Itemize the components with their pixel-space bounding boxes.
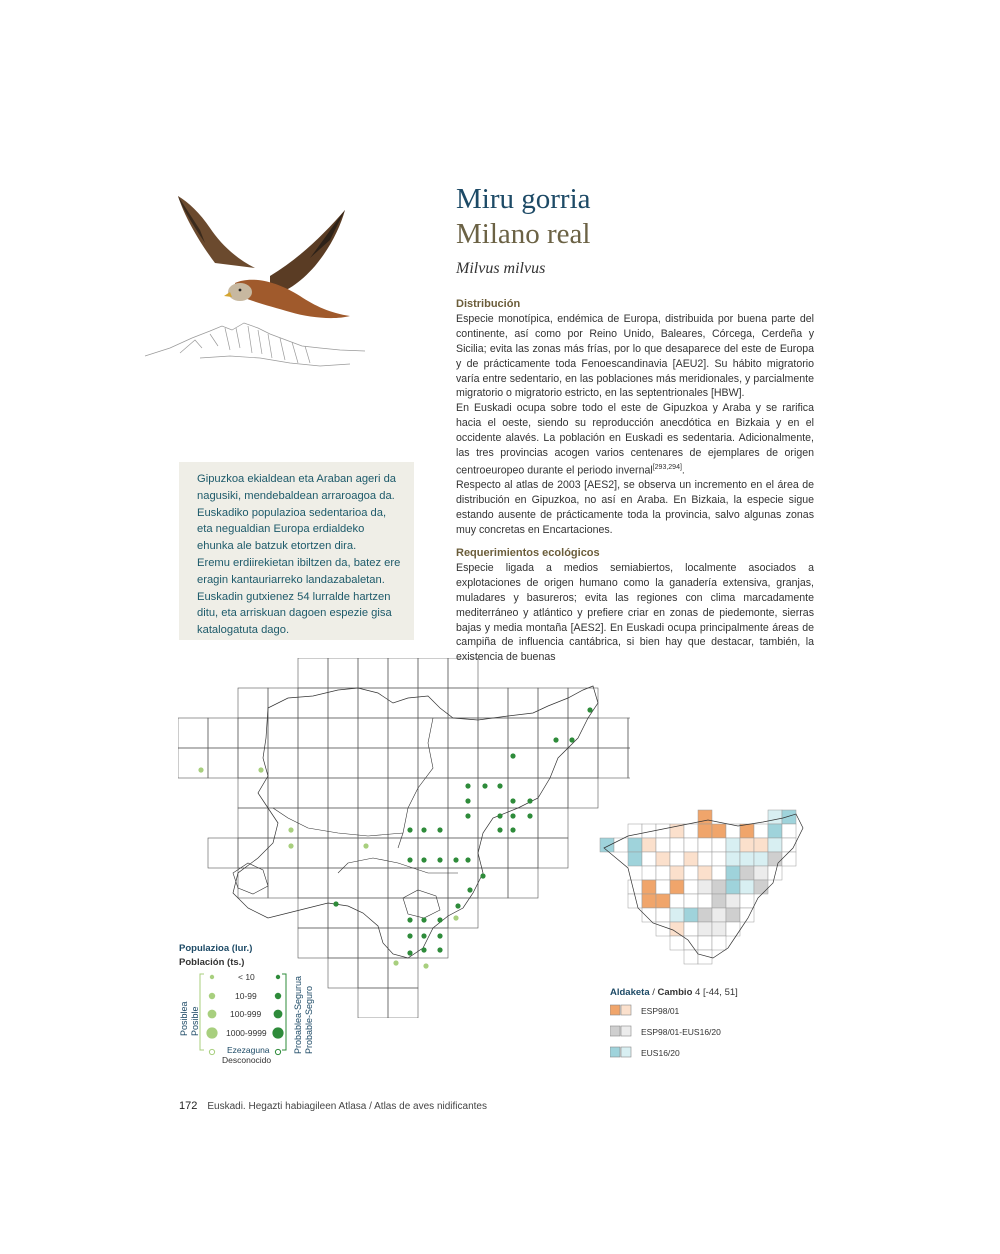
legend-dot-possible-3 bbox=[208, 1010, 217, 1019]
grid-cell bbox=[208, 748, 238, 778]
change-cell bbox=[698, 880, 712, 894]
grid-cell bbox=[358, 838, 388, 868]
grid-cell bbox=[598, 718, 628, 748]
change-cell bbox=[740, 824, 754, 838]
grid-cell bbox=[328, 748, 358, 778]
change-cell bbox=[768, 810, 782, 824]
change-cell bbox=[656, 824, 670, 838]
grid-cell bbox=[508, 688, 538, 718]
title-spanish: Milano real bbox=[456, 218, 591, 250]
probable-dot bbox=[497, 783, 502, 788]
grid-cell bbox=[238, 778, 268, 808]
grid-cell bbox=[568, 688, 598, 718]
grid-cell bbox=[298, 868, 328, 898]
grid-cell bbox=[298, 778, 328, 808]
legend-class-4: 1000-9999 bbox=[226, 1028, 267, 1038]
summary-line: Gipuzkoa ekialdean eta Araban ageri da bbox=[197, 473, 397, 485]
grid-cell bbox=[388, 868, 418, 898]
legend-dot-possible-1 bbox=[210, 975, 214, 979]
grid-cell bbox=[358, 958, 388, 988]
change-cell bbox=[740, 866, 754, 880]
probable-dot bbox=[527, 798, 532, 803]
change-cell bbox=[656, 866, 670, 880]
grid-cell bbox=[238, 808, 268, 838]
probable-dot bbox=[421, 933, 426, 938]
change-cell bbox=[670, 894, 684, 908]
change-map-key bbox=[610, 1004, 636, 1060]
grid-cell bbox=[268, 778, 298, 808]
change-cell bbox=[754, 852, 768, 866]
probable-dot bbox=[569, 737, 574, 742]
change-cell bbox=[670, 866, 684, 880]
key-blue-right bbox=[621, 1047, 631, 1057]
change-cell bbox=[768, 866, 782, 880]
change-cell bbox=[698, 908, 712, 922]
change-cell bbox=[712, 936, 726, 950]
legend-class-2: 10-99 bbox=[235, 991, 257, 1001]
scientific-name: Milvus milvus bbox=[456, 260, 546, 277]
legend-dot-probable-3 bbox=[274, 1010, 283, 1019]
paragraph: Especie ligada a medios semiabiertos, localmente asociados a explotaciones de origen humano como la ganadería extensiva, granjas, muladares y basureros; evita las regiones con clima marcadamente mediterráneo y atlántico y prefiere criar en zonas de piedemonte, sierras bajas y media montaña [AES2]. En Euskadi ocupa principalmente áreas de campiña de influencia cantábrica, si bien hay que destacar, también, la existencia de buenas bbox=[456, 561, 814, 664]
grid-cell bbox=[448, 658, 478, 688]
key-gray-right bbox=[621, 1026, 631, 1036]
change-cell bbox=[670, 880, 684, 894]
change-cell bbox=[726, 838, 740, 852]
grid-cell bbox=[388, 958, 418, 988]
grid-cell bbox=[418, 838, 448, 868]
possible-dot bbox=[288, 827, 293, 832]
probable-dot bbox=[407, 857, 412, 862]
grid-cell bbox=[538, 718, 568, 748]
change-cell bbox=[698, 936, 712, 950]
change-cell bbox=[642, 880, 656, 894]
legend-subtitle: Población (ts.) bbox=[179, 957, 245, 968]
legend-unknown-eu: Ezezaguna bbox=[227, 1045, 270, 1055]
grid-cell bbox=[358, 748, 388, 778]
grid-cell bbox=[388, 898, 418, 928]
grid-cell bbox=[358, 688, 388, 718]
change-cell bbox=[642, 852, 656, 866]
change-cell bbox=[614, 838, 628, 852]
change-cell bbox=[782, 810, 796, 824]
grid-cell bbox=[358, 778, 388, 808]
legend-dot-probable-1 bbox=[276, 975, 280, 979]
grid-cell bbox=[448, 838, 478, 868]
probable-dot bbox=[437, 917, 442, 922]
change-cell bbox=[656, 908, 670, 922]
change-cell bbox=[684, 908, 698, 922]
change-cell bbox=[670, 908, 684, 922]
change-cell bbox=[684, 866, 698, 880]
legend-class-1: < 10 bbox=[238, 972, 255, 982]
change-cell bbox=[754, 866, 768, 880]
grid-cell bbox=[358, 718, 388, 748]
change-cell bbox=[712, 880, 726, 894]
grid-cell bbox=[628, 718, 630, 748]
grid-cell bbox=[388, 988, 418, 1018]
grid-cell bbox=[208, 838, 238, 868]
distribution-map bbox=[178, 658, 630, 1018]
change-cell bbox=[684, 894, 698, 908]
grid-cell bbox=[448, 868, 478, 898]
summary-line: ditu, eta arriskuan dagoen espezie gisa bbox=[197, 607, 392, 620]
change-cell bbox=[740, 880, 754, 894]
section-heading-requirements: Requerimientos ecológicos bbox=[456, 547, 600, 560]
grid-cell bbox=[268, 748, 298, 778]
possible-dot bbox=[363, 843, 368, 848]
grid-cell bbox=[268, 868, 298, 898]
change-cell bbox=[768, 838, 782, 852]
change-cell bbox=[698, 894, 712, 908]
grid-cell bbox=[358, 928, 388, 958]
probable-dot bbox=[465, 857, 470, 862]
grid-cell bbox=[448, 688, 478, 718]
change-key-label-2: ESP98/01-EUS16/20 bbox=[641, 1027, 721, 1037]
probable-dot bbox=[465, 813, 470, 818]
change-cell bbox=[782, 824, 796, 838]
change-cell bbox=[642, 866, 656, 880]
probable-dot bbox=[467, 887, 472, 892]
change-cell bbox=[670, 838, 684, 852]
probable-dot bbox=[437, 857, 442, 862]
grid-cell bbox=[418, 658, 448, 688]
possible-dot bbox=[423, 963, 428, 968]
change-cell bbox=[656, 922, 670, 936]
possible-dot bbox=[258, 767, 263, 772]
key-orange-left bbox=[610, 1005, 620, 1015]
change-cell bbox=[670, 922, 684, 936]
summary-line: ehunka ale batzuk etortzen dira. bbox=[197, 540, 357, 553]
change-map-title: Aldaketa / Cambio 4 [-44, 51] bbox=[610, 987, 738, 998]
summary-line: Euskadin gutxienez 54 lurralde hartzen bbox=[197, 590, 391, 603]
possible-dot bbox=[453, 915, 458, 920]
grid-cell bbox=[388, 838, 418, 868]
legend-probable-label: Probablea-Segurua Probable-Seguro bbox=[293, 975, 314, 1054]
key-blue-left bbox=[610, 1047, 620, 1057]
grid-cell bbox=[328, 898, 358, 928]
legend-dot-probable-4 bbox=[272, 1027, 283, 1038]
change-cell bbox=[712, 852, 726, 866]
grid-cell bbox=[328, 868, 358, 898]
probable-dot bbox=[497, 813, 502, 818]
summary-line: katalogatuta dago. bbox=[197, 624, 290, 637]
paragraph: Especie monotípica, endémica de Europa, distribuida por buena parte del continente, así como por Reino Unido, Baleares, Córcega, Cerdeña y Sicilia; evita las zonas más frías, por lo que desaparece del este de Europa y de prácticamente toda Fenoescandinavia [AEU2]. Su hábito migratorio varía entre sedentario, en las poblaciones más meridionales, y parcialmente migratorio o migratorio estricto, en las septentrionales [HBW]. bbox=[456, 312, 814, 400]
change-cell bbox=[698, 838, 712, 852]
probable-dot bbox=[421, 827, 426, 832]
grid-cell bbox=[418, 808, 448, 838]
change-cell bbox=[740, 838, 754, 852]
legend-possible-label: Posiblea Posible bbox=[179, 1001, 200, 1036]
grid-cell bbox=[538, 808, 568, 838]
change-cell bbox=[712, 922, 726, 936]
grid-cell bbox=[478, 748, 508, 778]
grid-cell bbox=[328, 838, 358, 868]
probable-dot bbox=[437, 947, 442, 952]
probable-dot bbox=[421, 857, 426, 862]
grid-cell bbox=[508, 718, 538, 748]
section-heading-distribution: Distribución bbox=[456, 298, 521, 310]
grid-cell bbox=[268, 838, 298, 868]
grid-cell bbox=[388, 748, 418, 778]
change-cell bbox=[754, 880, 768, 894]
grid-cell bbox=[298, 898, 328, 928]
change-key-label-1: ESP98/01 bbox=[641, 1006, 680, 1016]
summary-line: Eremu erdiirekietan ibiltzen da, batez ere bbox=[197, 556, 401, 569]
change-cell bbox=[642, 838, 656, 852]
grid-cell bbox=[328, 718, 358, 748]
footer-text: Euskadi. Hegazti habiagileen Atlasa / Atlas de aves nidificantes bbox=[207, 1101, 487, 1112]
change-cell bbox=[698, 866, 712, 880]
legend-dot-possible-unknown bbox=[209, 1049, 214, 1054]
grid-cell bbox=[328, 958, 358, 988]
grid-cell bbox=[178, 748, 208, 778]
grid-cell bbox=[448, 808, 478, 838]
change-cell bbox=[782, 852, 796, 866]
probable-dot bbox=[587, 707, 592, 712]
grid-cell bbox=[448, 748, 478, 778]
probable-dot bbox=[407, 933, 412, 938]
probable-dot bbox=[510, 813, 515, 818]
probable-dot bbox=[453, 857, 458, 862]
change-cell bbox=[628, 852, 642, 866]
change-cell bbox=[684, 936, 698, 950]
grid-cell bbox=[328, 928, 358, 958]
grid-cell bbox=[478, 838, 508, 868]
grid-cell bbox=[538, 838, 568, 868]
probable-dot bbox=[553, 737, 558, 742]
grid-cell bbox=[298, 838, 328, 868]
enclave-outline bbox=[233, 863, 440, 918]
summary-line: nagusiki, mendebaldean arraroagoa da. bbox=[197, 489, 395, 502]
grid-cell bbox=[478, 718, 508, 748]
grid-cell bbox=[598, 748, 628, 778]
grid-cell bbox=[298, 688, 328, 718]
grid-cell bbox=[418, 718, 448, 748]
probable-dot bbox=[333, 901, 338, 906]
grid-cell bbox=[268, 808, 298, 838]
probable-dot bbox=[407, 950, 412, 955]
change-cell bbox=[712, 908, 726, 922]
grid-cell bbox=[448, 718, 478, 748]
possible-dot bbox=[288, 843, 293, 848]
grid-cell bbox=[298, 748, 328, 778]
change-cell bbox=[712, 838, 726, 852]
probable-dot bbox=[421, 917, 426, 922]
key-gray-left bbox=[610, 1026, 620, 1036]
change-cell bbox=[768, 824, 782, 838]
grid-cell bbox=[328, 688, 358, 718]
grid-cell bbox=[418, 898, 448, 928]
grid-cell bbox=[388, 718, 418, 748]
grid-cell bbox=[478, 688, 508, 718]
key-orange-right bbox=[621, 1005, 631, 1015]
grid-cell bbox=[508, 868, 538, 898]
change-cell bbox=[712, 866, 726, 880]
legend-dot-possible-2 bbox=[209, 993, 215, 999]
change-cell bbox=[656, 894, 670, 908]
summary-line: eta negualdian Europa erdialdeko bbox=[197, 523, 365, 536]
change-map bbox=[598, 808, 813, 973]
probable-dot bbox=[497, 827, 502, 832]
change-cell bbox=[740, 852, 754, 866]
change-cell bbox=[698, 852, 712, 866]
change-cell bbox=[642, 908, 656, 922]
grid-cell bbox=[508, 808, 538, 838]
grid-cell bbox=[388, 778, 418, 808]
grid-cell bbox=[238, 838, 268, 868]
change-cell bbox=[726, 852, 740, 866]
legend-dot-probable-unknown bbox=[275, 1049, 280, 1054]
province-border bbox=[273, 718, 458, 873]
page-number: 172 bbox=[179, 1100, 198, 1112]
main-text bbox=[456, 297, 814, 665]
grid-cell bbox=[538, 688, 568, 718]
reference: [293,294] bbox=[652, 463, 682, 471]
grid-cell bbox=[178, 718, 208, 748]
title-basque: Miru gorria bbox=[456, 183, 591, 215]
probable-dot bbox=[527, 813, 532, 818]
change-cell bbox=[670, 936, 684, 950]
change-cell bbox=[684, 922, 698, 936]
probable-dot bbox=[437, 933, 442, 938]
change-cell bbox=[656, 838, 670, 852]
probable-dot bbox=[465, 798, 470, 803]
change-cell bbox=[628, 880, 642, 894]
change-cell bbox=[726, 880, 740, 894]
change-key-label-3: EUS16/20 bbox=[641, 1048, 680, 1058]
possible-dot bbox=[393, 960, 398, 965]
probable-dot bbox=[437, 827, 442, 832]
change-cell bbox=[754, 838, 768, 852]
change-cell bbox=[698, 922, 712, 936]
grid-cell bbox=[418, 748, 448, 778]
red-kite-illustration bbox=[140, 188, 390, 388]
grid-cell bbox=[418, 688, 448, 718]
legend-unknown-es: Desconocido bbox=[222, 1055, 272, 1065]
summary-line: eragin kantauriarreko landazabaletan. bbox=[197, 573, 385, 586]
change-cell bbox=[768, 852, 782, 866]
grid-cell bbox=[568, 778, 598, 808]
probable-dot bbox=[510, 827, 515, 832]
change-cell bbox=[684, 880, 698, 894]
legend-dot-probable-2 bbox=[275, 993, 281, 999]
legend-dot-possible-4 bbox=[206, 1027, 217, 1038]
change-cell bbox=[754, 824, 768, 838]
grid-cell bbox=[358, 868, 388, 898]
change-cell bbox=[740, 894, 754, 908]
grid-cell bbox=[388, 658, 418, 688]
change-cell bbox=[712, 824, 726, 838]
region-outline bbox=[233, 686, 598, 958]
change-cell bbox=[642, 894, 656, 908]
change-cell bbox=[782, 838, 796, 852]
grid-cell bbox=[328, 658, 358, 688]
grid-cell bbox=[478, 778, 508, 808]
paragraph: Respecto al atlas de 2003 [AES2], se observa un incremento en el área de distribución en Gipuzkoa, no así en Araba. En Bizkaia, la especie sigue estando ausente de prácticamente toda la provincia, salvo algunas zonas muy concretas en Encartaciones. bbox=[456, 479, 814, 537]
grid-cell bbox=[268, 688, 298, 718]
grid-cell bbox=[418, 928, 448, 958]
grid-cell bbox=[448, 898, 478, 928]
probable-dot bbox=[421, 947, 426, 952]
probable-dot bbox=[455, 903, 460, 908]
change-cell bbox=[670, 852, 684, 866]
probable-dot bbox=[510, 753, 515, 758]
legend-title: Populazioa (lur.) bbox=[179, 943, 253, 954]
change-cell bbox=[726, 922, 740, 936]
paragraph: En Euskadi ocupa sobre todo el este de Gipuzkoa y Araba y se rarifica hacia el oeste, siendo su reproducción anecdótica en Bizkaia y en el occidente alavés. La población en Euskadi es sedentaria. Adicionalmente, las tres provincias acogen varios centenares de ejemplares de origen centroeuropeo durante el periodo invernal[293,294]. bbox=[456, 402, 814, 477]
grid-cell bbox=[628, 748, 630, 778]
grid-cell bbox=[268, 718, 298, 748]
change-cell bbox=[726, 894, 740, 908]
grid-cell bbox=[238, 688, 268, 718]
change-cell bbox=[684, 852, 698, 866]
probable-dot bbox=[482, 783, 487, 788]
grid-cell bbox=[568, 748, 598, 778]
change-cell bbox=[684, 824, 698, 838]
probable-dot bbox=[465, 783, 470, 788]
legend-class-3: 100-999 bbox=[230, 1009, 262, 1019]
probable-dot bbox=[480, 873, 485, 878]
change-cell bbox=[628, 838, 642, 852]
grid-cell bbox=[298, 928, 328, 958]
change-cell bbox=[684, 950, 698, 964]
grid-cell bbox=[478, 808, 508, 838]
change-cell bbox=[712, 894, 726, 908]
grid-cell bbox=[298, 658, 328, 688]
probable-dot bbox=[510, 798, 515, 803]
footer bbox=[179, 1100, 487, 1112]
summary-box bbox=[179, 462, 414, 640]
grid-cell bbox=[418, 868, 448, 898]
grid-cell bbox=[478, 868, 508, 898]
grid-cell bbox=[538, 778, 568, 808]
grid-cell bbox=[448, 778, 478, 808]
probable-dot bbox=[407, 827, 412, 832]
change-cell bbox=[726, 908, 740, 922]
grid-cell bbox=[238, 718, 268, 748]
grid-cell bbox=[328, 778, 358, 808]
probable-dot bbox=[407, 917, 412, 922]
grid-cell bbox=[508, 748, 538, 778]
grid-cell bbox=[298, 718, 328, 748]
change-cell bbox=[684, 838, 698, 852]
change-cell bbox=[656, 852, 670, 866]
grid-cell bbox=[508, 838, 538, 868]
change-cell bbox=[656, 880, 670, 894]
grid-cell bbox=[358, 988, 388, 1018]
grid-cell bbox=[298, 808, 328, 838]
grid-cell bbox=[358, 658, 388, 688]
change-cell bbox=[698, 824, 712, 838]
change-cell bbox=[726, 866, 740, 880]
grid-cell bbox=[358, 808, 388, 838]
grid-cell bbox=[208, 718, 238, 748]
summary-line: Euskadiko populazioa sedentarioa da, bbox=[197, 506, 387, 519]
possible-dot bbox=[198, 767, 203, 772]
change-cell bbox=[600, 838, 614, 852]
